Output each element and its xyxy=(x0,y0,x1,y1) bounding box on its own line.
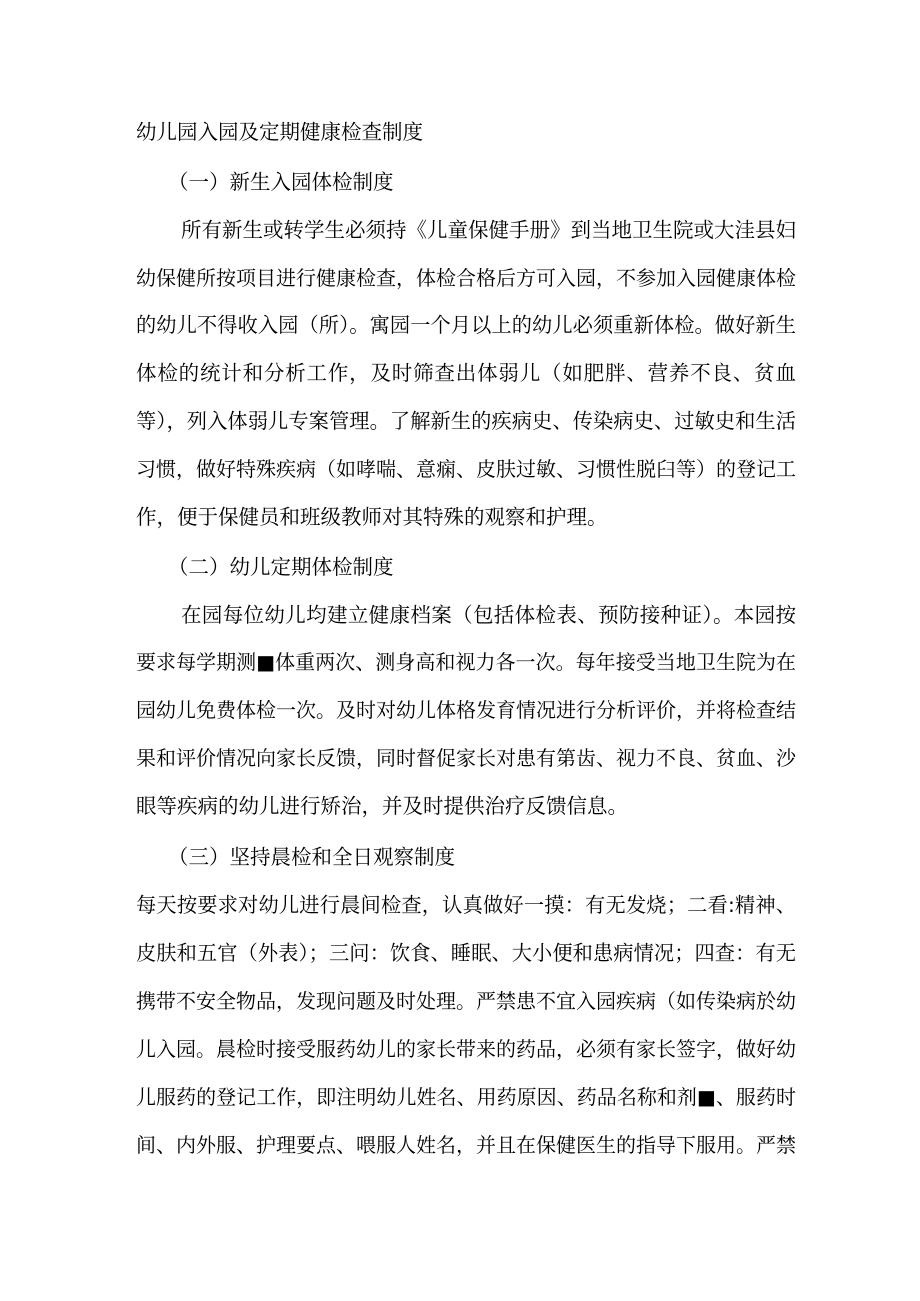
paragraph-line: 等），列入体弱儿专案管理。了解新生的疾病史、传染病史、过敏史和生活 xyxy=(136,409,796,433)
paragraph-line: 果和评价情况向家长反馈，同时督促家长对患有第齿、视力不良、贫血、沙 xyxy=(136,746,796,770)
paragraph-line: 间、内外服、护理要点、喂服人姓名，并且在保健医生的指导下服用。严禁 xyxy=(136,1133,796,1157)
paragraph-line: 要求每学期测■体重两次、测身高和视力各一次。每年接受当地卫生院为在 xyxy=(136,650,796,674)
paragraph-line: 幼保健所按项目进行健康检查，体检合格后方可入园，不参加入园健康体检 xyxy=(136,266,796,290)
paragraph-line: 在园每位幼儿均建立健康档案（包括体检表、预防接种证）。本园按 xyxy=(181,603,796,627)
paragraph-line: 携带不安全物品，发现问题及时处理。严禁患不宜入园疾病（如传染病於幼 xyxy=(136,989,796,1013)
section-heading-2: （二）幼儿定期体检制度 xyxy=(168,555,394,579)
document-title: 幼儿园入园及定期健康检查制度 xyxy=(136,120,423,144)
paragraph-line: 眼等疾病的幼儿进行矫治，并及时提供治疗反馈信息。 xyxy=(136,794,628,818)
paragraph-line: 体检的统计和分析工作，及时筛查出体弱儿（如肥胖、营养不良、贫血 xyxy=(136,361,796,385)
paragraph-line: 皮肤和五官（外表）；三问：饮食、睡眠、大小便和患病情况；四查：有无 xyxy=(136,941,796,965)
paragraph-line: 儿服药的登记工作，即注明幼儿姓名、用药原因、药品名称和剂■、服药时 xyxy=(136,1085,796,1109)
paragraph-line: 的幼儿不得收入园（所）。寓园一个月以上的幼儿必须重新体检。做好新生 xyxy=(136,313,796,337)
paragraph-line: 园幼儿免费体检一次。及时对幼儿体格发育情况进行分析评价，并将检查结 xyxy=(136,698,796,722)
paragraph-line: 习惯，做好特殊疾病（如哮喘、意痫、皮肤过敏、习惯性脱臼等）的登记工 xyxy=(136,457,796,481)
paragraph-line: 儿入园。晨检时接受服药幼儿的家长带来的药品，必须有家长签字，做好幼 xyxy=(136,1037,796,1061)
section-heading-3: （三）坚持晨检和全日观察制度 xyxy=(168,845,455,869)
paragraph-line: 所有新生或转学生必须持《儿童保健手册》到当地卫生院或大洼县妇 xyxy=(181,218,796,242)
paragraph-line: 每天按要求对幼儿进行晨间检查，认真做好一摸：有无发烧；二看:精神、 xyxy=(136,893,796,917)
paragraph-line: 作，便于保健员和班级教师对其特殊的观察和护理。 xyxy=(136,505,608,529)
section-heading-1: （一）新生入园体检制度 xyxy=(168,170,394,194)
